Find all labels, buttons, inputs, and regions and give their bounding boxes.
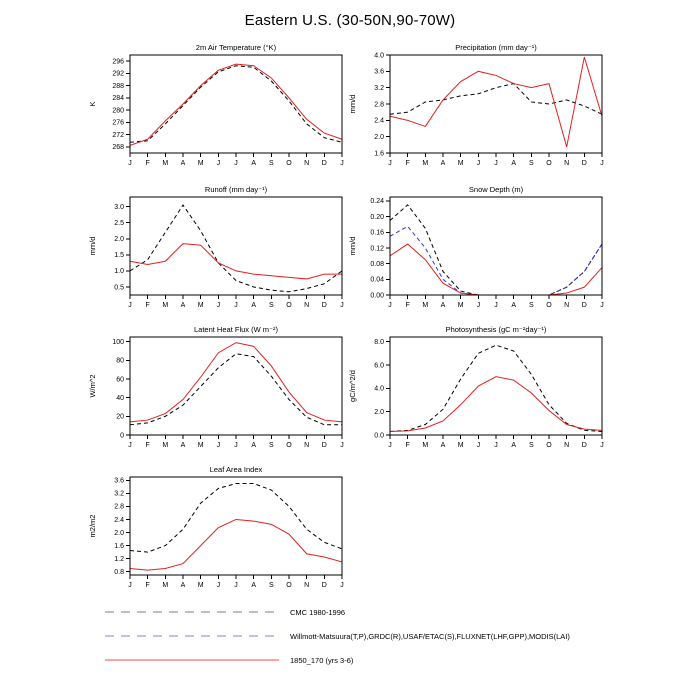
svg-text:N: N xyxy=(564,442,570,449)
legend-line-model-icon xyxy=(104,656,280,664)
svg-text:M: M xyxy=(457,442,464,449)
svg-text:Leaf Area Index: Leaf Area Index xyxy=(209,465,263,474)
runoff-plot xyxy=(84,183,350,313)
photosynthesis-plot xyxy=(344,323,610,453)
svg-text:J: J xyxy=(494,302,498,309)
svg-text:M: M xyxy=(162,302,169,309)
legend-line-cmc-icon xyxy=(104,608,280,616)
svg-text:S: S xyxy=(268,302,274,309)
svg-text:M: M xyxy=(457,302,464,309)
chart-2m-air-temperature xyxy=(84,41,350,176)
svg-text:0.12: 0.12 xyxy=(370,245,384,253)
svg-text:2.4: 2.4 xyxy=(374,117,384,125)
svg-text:268: 268 xyxy=(112,144,124,152)
svg-text:N: N xyxy=(564,302,570,309)
svg-text:O: O xyxy=(286,302,292,309)
legend-label-obs: Willmott-Matsuura(T,P),GRDC(R),USAF/ETAC(S),FLUXNET(LHF,GPP),MODIS(LAI) xyxy=(290,631,570,641)
snow-depth-plot xyxy=(344,183,610,313)
svg-text:284: 284 xyxy=(112,95,124,103)
svg-text:J: J xyxy=(600,302,604,309)
svg-text:J: J xyxy=(234,302,238,309)
svg-text:N: N xyxy=(564,160,570,167)
legend-line-obs-icon xyxy=(104,632,280,640)
svg-text:1.0: 1.0 xyxy=(114,268,124,276)
svg-text:J: J xyxy=(600,160,604,167)
precipitation-plot xyxy=(344,41,610,171)
svg-text:A: A xyxy=(440,160,446,167)
svg-text:0.20: 0.20 xyxy=(370,213,384,221)
svg-text:M: M xyxy=(162,160,169,167)
svg-text:mm/d: mm/d xyxy=(348,94,357,114)
svg-text:A: A xyxy=(511,302,517,309)
svg-text:M: M xyxy=(197,442,204,449)
svg-text:6.0: 6.0 xyxy=(374,362,384,370)
svg-text:S: S xyxy=(528,302,534,309)
svg-text:292: 292 xyxy=(112,70,124,78)
svg-text:S: S xyxy=(268,582,274,589)
svg-text:J: J xyxy=(234,442,238,449)
svg-text:2m Air Temperature (°K): 2m Air Temperature (°K) xyxy=(195,43,277,52)
svg-text:D: D xyxy=(321,582,327,589)
svg-text:J: J xyxy=(494,442,498,449)
svg-text:J: J xyxy=(388,160,392,167)
svg-text:100: 100 xyxy=(112,338,124,346)
svg-text:J: J xyxy=(216,582,221,589)
svg-text:0: 0 xyxy=(120,432,124,440)
svg-text:S: S xyxy=(268,442,274,449)
svg-text:A: A xyxy=(180,302,186,309)
svg-text:2.0: 2.0 xyxy=(374,133,384,141)
svg-text:D: D xyxy=(581,442,587,449)
svg-text:J: J xyxy=(234,160,238,167)
svg-text:Runoff (mm day⁻¹): Runoff (mm day⁻¹) xyxy=(204,185,268,194)
svg-text:Precipitation (mm day⁻¹): Precipitation (mm day⁻¹) xyxy=(455,43,537,52)
svg-text:1.6: 1.6 xyxy=(374,150,384,158)
legend-item-cmc xyxy=(104,600,570,624)
chart-runoff xyxy=(84,183,350,318)
svg-text:M: M xyxy=(457,160,464,167)
svg-text:mm/d: mm/d xyxy=(348,236,357,256)
svg-text:J: J xyxy=(340,302,344,309)
air-temperature-plot xyxy=(84,41,350,171)
svg-text:W/m^2: W/m^2 xyxy=(88,374,97,398)
svg-text:288: 288 xyxy=(112,82,124,90)
svg-text:40: 40 xyxy=(116,394,124,402)
svg-text:F: F xyxy=(405,302,410,309)
svg-text:N: N xyxy=(304,302,310,309)
svg-text:0.8: 0.8 xyxy=(114,569,124,577)
svg-text:J: J xyxy=(234,582,238,589)
svg-text:F: F xyxy=(145,160,150,167)
svg-text:3.2: 3.2 xyxy=(114,490,124,498)
svg-text:A: A xyxy=(440,302,446,309)
svg-text:Snow Depth (m): Snow Depth (m) xyxy=(468,185,524,194)
svg-text:J: J xyxy=(128,582,132,589)
svg-text:D: D xyxy=(581,302,587,309)
svg-text:O: O xyxy=(546,302,552,309)
svg-text:J: J xyxy=(128,160,132,167)
svg-text:O: O xyxy=(546,442,552,449)
svg-text:A: A xyxy=(251,302,257,309)
svg-text:3.0: 3.0 xyxy=(114,203,124,211)
svg-text:4.0: 4.0 xyxy=(374,52,384,60)
svg-text:J: J xyxy=(128,302,132,309)
svg-text:D: D xyxy=(321,160,327,167)
svg-text:S: S xyxy=(528,442,534,449)
svg-text:J: J xyxy=(216,442,221,449)
svg-text:1.6: 1.6 xyxy=(114,542,124,550)
svg-text:2.0: 2.0 xyxy=(114,529,124,537)
svg-text:J: J xyxy=(600,442,604,449)
svg-text:A: A xyxy=(251,582,257,589)
chart-precipitation xyxy=(344,41,610,176)
svg-text:0.00: 0.00 xyxy=(370,292,384,300)
svg-text:F: F xyxy=(145,302,150,309)
svg-text:Latent Heat Flux (W m⁻²): Latent Heat Flux (W m⁻²) xyxy=(194,325,278,334)
svg-text:M: M xyxy=(422,302,429,309)
svg-text:O: O xyxy=(286,442,292,449)
chart-leaf-area-index xyxy=(84,463,350,598)
svg-text:J: J xyxy=(216,160,221,167)
svg-text:F: F xyxy=(405,442,410,449)
legend-label-cmc: CMC 1980-1996 xyxy=(290,607,346,617)
svg-text:3.6: 3.6 xyxy=(374,68,384,76)
svg-text:0.08: 0.08 xyxy=(370,260,384,268)
svg-text:2.8: 2.8 xyxy=(374,101,384,109)
svg-text:J: J xyxy=(388,442,392,449)
svg-text:N: N xyxy=(304,442,310,449)
svg-text:O: O xyxy=(286,160,292,167)
svg-text:272: 272 xyxy=(112,131,124,139)
svg-text:A: A xyxy=(440,442,446,449)
svg-text:276: 276 xyxy=(112,119,124,127)
svg-text:N: N xyxy=(304,582,310,589)
svg-text:M: M xyxy=(422,160,429,167)
svg-text:M: M xyxy=(162,582,169,589)
svg-text:A: A xyxy=(180,442,186,449)
svg-text:F: F xyxy=(145,442,150,449)
page-title: Eastern U.S. (30-50N,90-70W) xyxy=(244,12,456,29)
chart-latent-heat-flux xyxy=(84,323,350,458)
svg-text:296: 296 xyxy=(112,58,124,66)
legend-label-model: 1850_170 (yrs 3-6) xyxy=(290,655,354,665)
svg-text:J: J xyxy=(476,302,481,309)
svg-text:2.0: 2.0 xyxy=(374,408,384,416)
svg-text:8.0: 8.0 xyxy=(374,338,384,346)
svg-text:2.5: 2.5 xyxy=(114,220,124,228)
svg-text:0.0: 0.0 xyxy=(374,432,384,440)
svg-text:S: S xyxy=(528,160,534,167)
svg-text:F: F xyxy=(405,160,410,167)
svg-text:4.0: 4.0 xyxy=(374,385,384,393)
svg-text:A: A xyxy=(251,442,257,449)
svg-text:J: J xyxy=(476,442,481,449)
svg-text:0.04: 0.04 xyxy=(370,276,384,284)
svg-text:3.6: 3.6 xyxy=(114,477,124,485)
svg-text:A: A xyxy=(180,160,186,167)
svg-text:mm/d: mm/d xyxy=(88,236,97,256)
legend xyxy=(104,600,570,672)
legend-item-obs xyxy=(104,624,570,648)
svg-text:A: A xyxy=(180,582,186,589)
svg-text:0.16: 0.16 xyxy=(370,229,384,237)
svg-text:O: O xyxy=(286,582,292,589)
svg-text:0.5: 0.5 xyxy=(114,284,124,292)
svg-text:D: D xyxy=(581,160,587,167)
svg-text:2.4: 2.4 xyxy=(114,516,124,524)
svg-text:0.24: 0.24 xyxy=(370,198,384,206)
svg-text:F: F xyxy=(145,582,150,589)
svg-text:D: D xyxy=(321,442,327,449)
svg-text:J: J xyxy=(340,160,344,167)
svg-text:J: J xyxy=(128,442,132,449)
svg-text:N: N xyxy=(304,160,310,167)
chart-snow-depth xyxy=(344,183,610,318)
svg-text:2.8: 2.8 xyxy=(114,503,124,511)
svg-text:2.0: 2.0 xyxy=(114,236,124,244)
svg-text:J: J xyxy=(216,302,221,309)
svg-text:m2/m2: m2/m2 xyxy=(88,514,97,538)
svg-text:3.2: 3.2 xyxy=(374,84,384,92)
svg-text:J: J xyxy=(388,302,392,309)
svg-text:J: J xyxy=(340,582,344,589)
svg-text:A: A xyxy=(511,442,517,449)
svg-text:J: J xyxy=(476,160,481,167)
svg-text:Photosynthesis (gC m⁻²day⁻¹): Photosynthesis (gC m⁻²day⁻¹) xyxy=(445,325,547,334)
svg-text:M: M xyxy=(422,442,429,449)
svg-text:280: 280 xyxy=(112,107,124,115)
svg-text:O: O xyxy=(546,160,552,167)
legend-item-model xyxy=(104,648,570,672)
svg-text:J: J xyxy=(494,160,498,167)
latent-heat-flux-plot xyxy=(84,323,350,453)
svg-text:gC/m^2/d: gC/m^2/d xyxy=(348,370,357,402)
svg-text:M: M xyxy=(197,160,204,167)
svg-text:20: 20 xyxy=(116,413,124,421)
svg-text:M: M xyxy=(197,582,204,589)
svg-text:60: 60 xyxy=(116,376,124,384)
svg-text:M: M xyxy=(197,302,204,309)
svg-text:J: J xyxy=(340,442,344,449)
svg-text:A: A xyxy=(511,160,517,167)
svg-text:K: K xyxy=(88,101,97,107)
svg-text:1.5: 1.5 xyxy=(114,252,124,260)
svg-text:D: D xyxy=(321,302,327,309)
svg-text:S: S xyxy=(268,160,274,167)
svg-text:1.2: 1.2 xyxy=(114,555,124,563)
svg-text:M: M xyxy=(162,442,169,449)
leaf-area-index-plot xyxy=(84,463,350,593)
svg-text:80: 80 xyxy=(116,357,124,365)
svg-text:A: A xyxy=(251,160,257,167)
chart-photosynthesis xyxy=(344,323,610,458)
